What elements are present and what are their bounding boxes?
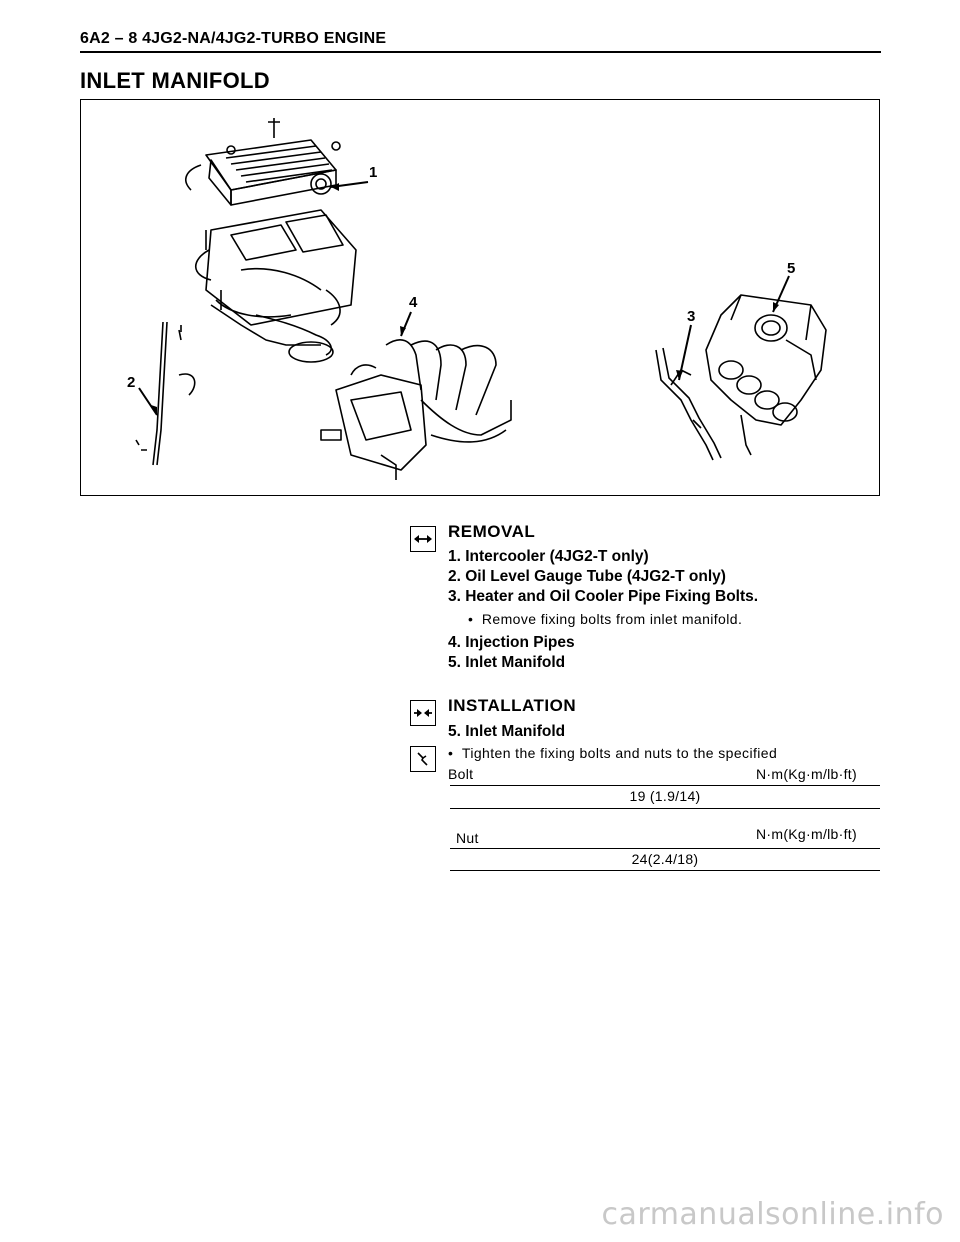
installation-step-5: 5. Inlet Manifold: [448, 723, 566, 740]
bullet-dot-icon: •: [468, 611, 474, 627]
removal-arrows-icon: [410, 526, 436, 552]
page-header: 6A2 – 8 4JG2-NA/4JG2-TURBO ENGINE: [80, 30, 387, 47]
removal-bullet-text: Remove fixing bolts from inlet manifold.: [481, 611, 743, 627]
removal-step-3: 3. Heater and Oil Cooler Pipe Fixing Bolts.: [448, 588, 759, 605]
bullet-dot-icon: •: [448, 745, 454, 761]
leader-lines: [139, 182, 789, 415]
torque-wrench-icon: [410, 746, 436, 772]
removal-step-5: 5. Inlet Manifold: [448, 654, 566, 671]
spec-nut-value: 24(2.4/18): [631, 851, 699, 867]
spec-bolt-label: Bolt: [448, 766, 474, 782]
leader-arrowheads: [151, 183, 779, 415]
page-title: INLET MANIFOLD: [80, 68, 270, 93]
callout-1: 1: [369, 164, 378, 181]
installation-arrows-icon: [410, 700, 436, 726]
injection-pump-drawing: [321, 340, 511, 480]
oil-gauge-tube-drawing: [136, 322, 195, 465]
watermark: carmanualsonline.info: [601, 1197, 944, 1232]
intercooler-drawing: [186, 118, 340, 205]
callout-3: 3: [687, 308, 696, 325]
installation-title: INSTALLATION: [448, 696, 577, 715]
header-rule: [80, 51, 881, 53]
removal-step-1: 1. Intercooler (4JG2-T only): [448, 548, 649, 565]
exploded-view-figure: [80, 99, 880, 496]
callout-4: 4: [409, 294, 418, 311]
spec-bolt-rule-bottom: [450, 808, 880, 809]
removal-step-2: 2. Oil Level Gauge Tube (4JG2-T only): [448, 568, 726, 585]
spec-bolt-rule-top: [450, 785, 880, 786]
callout-2: 2: [127, 374, 136, 391]
engine-block-drawing: [196, 210, 356, 362]
removal-bullet: [468, 611, 742, 627]
engine-illustration: [81, 100, 881, 497]
spec-nut-label: Nut: [456, 830, 479, 846]
spec-nut-rule-bottom: [450, 870, 880, 871]
callout-5: 5: [787, 260, 796, 277]
installation-bullet-text: Tighten the fixing bolts and nuts to the specified: [461, 745, 778, 761]
installation-bullet: [448, 745, 777, 761]
spec-nut-unit: N·m(Kg·m/lb·ft): [756, 826, 857, 842]
spec-bolt-value: 19 (1.9/14): [629, 788, 701, 804]
spec-bolt-unit: N·m(Kg·m/lb·ft): [756, 766, 857, 782]
spec-nut-rule-top: [450, 848, 880, 849]
removal-step-4: 4. Injection Pipes: [448, 634, 575, 651]
removal-title: REMOVAL: [448, 522, 536, 541]
inlet-manifold-drawing: [706, 295, 826, 425]
